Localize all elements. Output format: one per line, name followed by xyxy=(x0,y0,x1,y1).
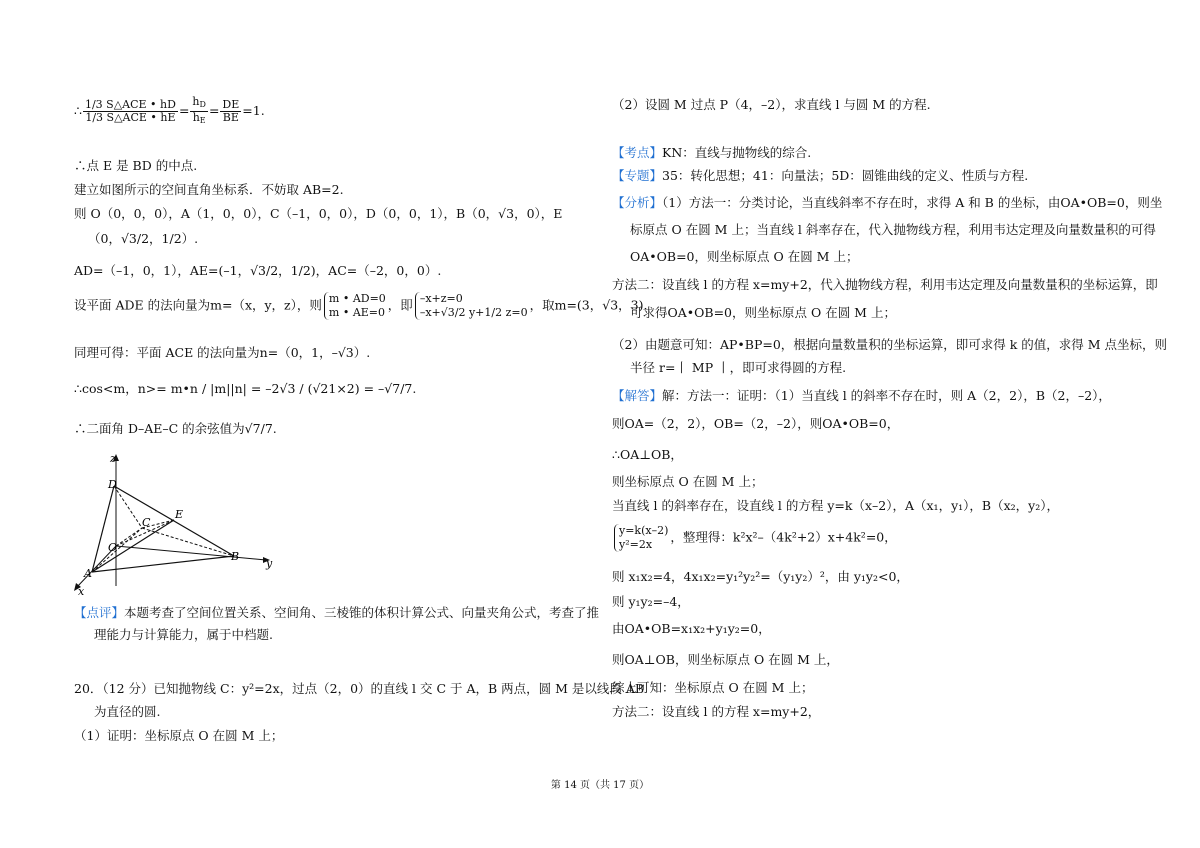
jieda-line: 则OA=（2，2），OB=（2，–2），则OA•OB=0， xyxy=(612,416,900,431)
jieda-line: 则坐标原点 O 在圆 M 上； xyxy=(612,474,764,489)
jieda-system-line: y=k(x–2) y²=2x ，整理得：k²x²–（4k²+2）x+4k²=0， xyxy=(612,524,897,552)
text-line: ∴点 E 是 BD 的中点. xyxy=(74,158,198,173)
coordinates-e-line: （0，√3/2，1/2）. xyxy=(88,231,199,246)
fenxi-line: 可求得OA•OB=0，则坐标原点 O 在圆 M 上； xyxy=(630,305,896,320)
cosine-line: ∴cos<m，n>= m•n / |m||n| = –2√3 / (√21×2) = –√7/7. xyxy=(74,381,417,396)
text-line: 同理可得：平面 ACE 的法向量为n=（0，1，–√3）. xyxy=(74,345,371,360)
height-ratio-fraction: $\frac{h_D}{h_E}$ xyxy=(192,95,206,125)
label-b: B xyxy=(231,550,240,563)
fenxi-line: 半径 r=丨 MP 丨，即可求得圆的方程. xyxy=(630,360,847,375)
fenxi-line: 标原点 O 在圆 M 上；当直线 l 斜率存在，代入抛物线方程，利用韦达定理及向量数量积的可得 xyxy=(630,222,1156,237)
volume-ratio-fraction: $\frac{\text{1/3 S△ACE • hD}}{\text{1/3 S△ACE • hE}}$ xyxy=(84,98,176,124)
comment-line: 理能力与计算能力，属于中档题. xyxy=(94,627,273,642)
jieda-line: 【解答】解：方法一：证明：（1）当直线 l 的斜率不存在时，则 A（2，2），B（2，–2）， xyxy=(612,388,1111,403)
label-z: z xyxy=(110,452,116,465)
y-axis xyxy=(116,546,266,560)
question-20-part1: （1）证明：坐标原点 O 在圆 M 上； xyxy=(74,728,284,743)
equation-system-expanded: –x+z=0 –x+√3/2 y+1/2 z=0 xyxy=(415,292,528,320)
label-o: O xyxy=(108,541,118,554)
fenxi-line: （2）由题意可知：AP•BP=0，根据向量数量积的坐标运算，即可求得 k 的值，求得 M 点坐标，则 xyxy=(612,337,1168,352)
edge-db xyxy=(114,486,234,556)
label-x: x xyxy=(78,585,85,598)
normal-vector-line: 设平面 ADE 的法向量为m=（x，y，z），则 m • AD=0 m • AE=0 ，即 –x+z=0 –x+√3/2 y+1/2 z=0 ，取m=(3，√3，3). xyxy=(74,292,648,319)
question-20-part2: （2）设圆 M 过点 P（4，–2），求直线 l 与圆 M 的方程. xyxy=(612,97,931,112)
comment-line: 【点评】本题考查了空间位置关系、空间角、三棱锥的体积计算公式、向量夹角公式，考查了推 xyxy=(74,605,600,620)
ratio-line: ∴ $\frac{\text{1/3 S△ACE • hD}}{\text{1/3 S△ACE • hE}}$ = $\frac{h_D}{h_E}$ = $\frac{DE}{BE}$ =1. xyxy=(74,95,265,125)
jieda-line: 综上可知：坐标原点 O 在圆 M 上； xyxy=(612,680,814,695)
jieda-line: 则OA⊥OB，则坐标原点 O 在圆 M 上， xyxy=(612,652,839,667)
jieda-line: 当直线 l 的斜率存在，设直线 l 的方程 y=k（x–2），A（x₁，y₁），B（x₂，y₂）， xyxy=(612,498,1059,513)
jieda-line: 则 y₁y₂=–4， xyxy=(612,594,690,609)
equation-system: y=k(x–2) y²=2x xyxy=(614,524,668,552)
page-footer: 第 14 页（共 17 页） xyxy=(550,780,650,791)
tetrahedron-figure xyxy=(70,448,280,598)
question-20: 20．（12 分）已知抛物线 C：y²=2x，过点（2，0）的直线 l 交 C 于 A，B 两点，圆 M 是以线段 AB xyxy=(74,681,645,696)
kaodian-line: 【考点】KN：直线与抛物线的综合. xyxy=(612,145,812,160)
label-c: C xyxy=(142,516,151,529)
label-e: E xyxy=(175,508,184,521)
segment-ratio-fraction: $\frac{DE}{BE}$ xyxy=(222,98,240,124)
answer-line: ∴二面角 D–AE–C 的余弦值为√7/7. xyxy=(74,421,277,436)
jieda-line: ∴OA⊥OB， xyxy=(612,447,683,462)
label-d: D xyxy=(108,478,117,491)
edge-dc xyxy=(114,486,142,528)
fenxi-line: 【分析】（1）方法一：分类讨论，当直线斜率不存在时，求得 A 和 B 的坐标，由OA•OB=0，则坐 xyxy=(612,195,1163,210)
text-line: 建立如图所示的空间直角坐标系．不妨取 AB=2. xyxy=(74,182,344,197)
coordinates-line: 则 O（0，0，0），A（1，0，0），C（–1，0，0），D（0，0，1），B（0，√3，0），E xyxy=(74,206,563,221)
fenxi-line: OA•OB=0，则坐标原点 O 在圆 M 上； xyxy=(630,249,859,264)
zhuanti-line: 【专题】35：转化思想；41：向量法；5D：圆锥曲线的定义、性质与方程. xyxy=(612,168,1029,183)
vectors-line: AD=（–1，0，1），AE=(–1，√3/2，1/2)，AC=（–2，0，0）. xyxy=(74,263,442,278)
question-20-cont: 为直径的圆. xyxy=(94,704,161,719)
jieda-line: 则 x₁x₂=4，4x₁x₂=y₁²y₂²=（y₁y₂）²，由 y₁y₂<0， xyxy=(612,569,909,584)
fenxi-line: 方法二：设直线 l 的方程 x=my+2，代入抛物线方程，利用韦达定理及向量数量积的坐标运算，即 xyxy=(612,277,1158,292)
equation-system: m • AD=0 m • AE=0 xyxy=(324,292,386,320)
jieda-line: 方法二：设直线 l 的方程 x=my+2， xyxy=(612,704,821,719)
label-y: y xyxy=(266,557,273,570)
jieda-line: 由OA•OB=x₁x₂+y₁y₂=0， xyxy=(612,621,771,636)
label-a: A xyxy=(84,567,92,580)
